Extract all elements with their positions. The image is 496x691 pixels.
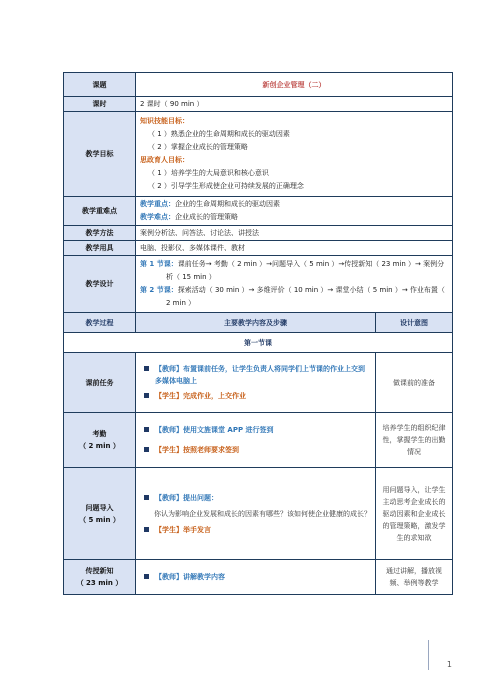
process-header-col2: 主要教学内容及步骤 <box>136 313 376 333</box>
list-item <box>140 492 371 504</box>
step-label-pre-task: 课前任务 <box>64 353 136 413</box>
list-item <box>140 571 371 583</box>
topic-label: 课题 <box>64 73 136 97</box>
teacher-action: 讲解教学内容 <box>183 573 225 581</box>
list-item <box>140 390 371 402</box>
square-bullet-icon <box>144 366 149 371</box>
student-tag: 【学生】 <box>155 392 183 400</box>
teacher-action: 使用文旌课堂 APP 进行签到 <box>183 426 274 434</box>
design-intent: 培养学生的组织纪律性，掌握学生的出勤情况 <box>376 413 453 468</box>
ideology-goal-item: （ 2 ）引导学生形成使企业可持续发展的正确理念 <box>148 182 304 190</box>
hours-value: 2 课时（ 90 min ） <box>136 97 453 112</box>
process-header-col1: 教学过程 <box>64 313 136 333</box>
square-bullet-icon <box>144 447 149 452</box>
step-time: （ 23 min ） <box>76 579 123 587</box>
step-time: （ 2 min ） <box>79 442 120 450</box>
ideology-goal-heading: 思政育人目标： <box>140 156 189 164</box>
method-value: 案例分析法、问答法、讨论法、讲授法 <box>136 226 453 241</box>
tools-value: 电脑、投影仪、多媒体课件、教材 <box>136 241 453 256</box>
design-intent: 通过讲解，播放视频、举例等教学 <box>376 560 453 595</box>
key-points-label: 教学重难点 <box>64 197 136 226</box>
difficult-point-heading: 教学难点： <box>140 213 175 221</box>
step-content-intro <box>136 468 376 560</box>
teacher-tag: 【教师】 <box>155 426 183 434</box>
knowledge-goal-heading: 知识技能目标： <box>140 117 189 125</box>
page-number: 1 <box>446 660 452 669</box>
square-bullet-icon <box>144 574 149 579</box>
tools-label: 教学用具 <box>64 241 136 256</box>
square-bullet-icon <box>144 495 149 500</box>
lesson1-heading: 第 1 节课： <box>140 260 178 268</box>
step-name: 考勤 <box>92 430 107 438</box>
lesson2-text: 探索活动（ 30 min ）→ 多维评价（ 10 min ）→ 课堂小结（ 5 min ）→ 作业布置（ 2 min ） <box>166 286 445 307</box>
student-action: 完成作业，上交作业 <box>183 392 246 400</box>
square-bullet-icon <box>144 427 149 432</box>
key-point-text: 企业的生命周期和成长的驱动因素 <box>175 200 280 208</box>
teacher-action: 布置课前任务，让学生负责人将同学们上节课的作业上交到多媒体电脑上 <box>155 365 365 385</box>
step-label-intro <box>64 468 136 560</box>
step-content-attendance <box>136 413 376 468</box>
step-name: 问题导入 <box>85 503 114 512</box>
square-bullet-icon <box>144 527 149 532</box>
square-bullet-icon <box>144 393 149 398</box>
step-time: （ 5 min ） <box>79 515 120 524</box>
knowledge-goal-item: （ 1 ）熟悉企业的生命周期和成长的驱动因素 <box>148 130 290 138</box>
step-content-teach <box>136 560 376 595</box>
list-item <box>140 363 371 387</box>
process-header-col3: 设计意图 <box>376 313 453 333</box>
difficult-point-text: 企业成长的管理策略 <box>175 213 238 221</box>
teacher-tag: 【教师】 <box>155 573 183 581</box>
student-action: 按照老师要求签到 <box>183 446 239 454</box>
section-heading: 第一节课 <box>64 333 453 353</box>
key-point-heading: 教学重点： <box>140 200 175 208</box>
design-intent: 做课前的准备 <box>376 353 453 413</box>
goals-label: 教学目标 <box>64 112 136 197</box>
ideology-goal-item: （ 1 ）培养学生的大局意识和核心意识 <box>148 169 269 177</box>
teacher-tag: 【教师】 <box>155 493 183 502</box>
method-label: 教学方法 <box>64 226 136 241</box>
step-label-attendance <box>64 413 136 468</box>
step-name: 传授新知 <box>85 567 114 575</box>
student-tag: 【学生】 <box>155 525 183 534</box>
list-item <box>140 424 371 436</box>
design-intent: 用问题导入，让学生主动思考企业成长的驱动因素和企业成长的管理策略，激发学生的求知欲 <box>376 468 453 560</box>
teacher-action: 提出问题： <box>183 493 218 502</box>
teacher-tag: 【教师】 <box>155 365 183 373</box>
step-content-pre-task <box>136 353 376 413</box>
intro-question: 你认为影响企业发展和成长的因素有哪些？该如何使企业健康的成长？ <box>154 509 371 518</box>
lesson-plan-table <box>63 72 453 595</box>
hours-label: 课时 <box>64 97 136 112</box>
list-item <box>140 524 371 536</box>
design-label: 教学设计 <box>64 256 136 313</box>
student-action: 举手发言 <box>183 525 211 534</box>
lesson1-plan <box>140 258 448 284</box>
student-tag: 【学生】 <box>155 446 183 454</box>
design-content <box>136 256 453 313</box>
knowledge-goal-item: （ 2 ）掌握企业成长的管理策略 <box>148 143 248 151</box>
page-number-divider <box>428 640 429 670</box>
lesson2-plan <box>140 284 448 310</box>
goals-content <box>136 112 453 197</box>
page-title: 新创企业管理（二） <box>136 73 453 97</box>
lesson2-heading: 第 2 节课： <box>140 286 178 294</box>
lesson1-text: 课前任务→ 考勤（ 2 min ）→问题导入（ 5 min ）→传授新知（ 23 min ）→ 案例分析（ 15 min ） <box>166 260 445 281</box>
key-points-content <box>136 197 453 226</box>
step-label-teach <box>64 560 136 595</box>
list-item <box>140 444 371 456</box>
